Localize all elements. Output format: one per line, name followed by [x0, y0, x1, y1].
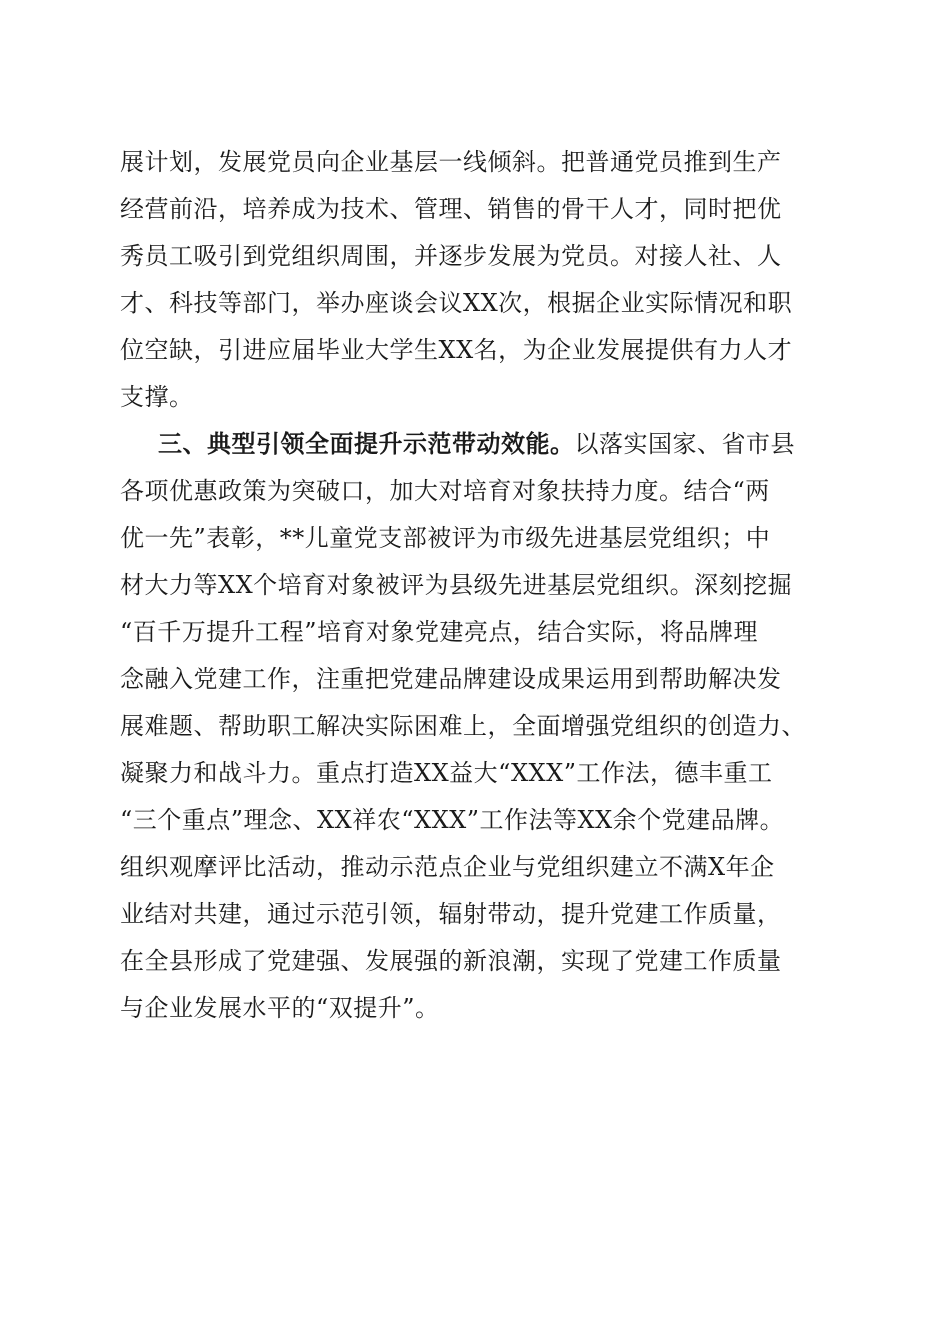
- paragraph-line: 位空缺，引进应届毕业大学生XX名，为企业发展提供有力人才: [120, 336, 793, 364]
- paragraph-line: 优一先”表彰，**儿童党支部被评为市级先进基层党组织；中: [120, 524, 771, 552]
- paragraph-line: 材大力等XX个培育对象被评为县级先进基层党组织。深刻挖掘: [120, 571, 793, 599]
- paragraph-line: 组织观摩评比活动，推动示范点企业与党组织建立不满X年企: [120, 853, 775, 881]
- paragraph-line: 与企业发展水平的“双提升”。: [120, 994, 440, 1022]
- paragraph-line: 念融入党建工作，注重把党建品牌建设成果运用到帮助解决发: [120, 665, 782, 693]
- paragraph-line: 在全县形成了党建强、发展强的新浪潮，实现了党建工作质量: [120, 947, 782, 975]
- paragraph-line: 支撑。: [120, 383, 194, 411]
- paragraph-line: 展难题、帮助职工解决实际困难上，全面增强党组织的创造力、: [120, 712, 806, 740]
- paragraph-line: “百千万提升工程”培育对象党建亮点，结合实际，将品牌理: [120, 618, 759, 646]
- paragraph-line: 展计划，发展党员向企业基层一线倾斜。把普通党员推到生产: [120, 148, 782, 176]
- paragraph-line: 秀员工吸引到党组织周围，并逐步发展为党员。对接人社、人: [120, 242, 782, 270]
- paragraph-line: 凝聚力和战斗力。重点打造XX益大“XXX”工作法，德丰重工: [120, 759, 773, 787]
- section-3-first-line-text: 以落实国家、省市县: [574, 430, 795, 458]
- section-3-heading: 三、典型引领全面提升示范带动效能。: [158, 429, 575, 458]
- paragraph-line: 才、科技等部门，举办座谈会议XX次，根据企业实际情况和职: [120, 289, 793, 317]
- paragraph-line: 经营前沿，培养成为技术、管理、销售的骨干人才，同时把优: [120, 195, 782, 223]
- paragraph-line: 各项优惠政策为突破口，加大对培育对象扶持力度。结合“两: [120, 477, 770, 505]
- paragraph-line: “三个重点”理念、XX祥农“XXX”工作法等XX余个党建品牌。: [120, 806, 785, 834]
- paragraph-line: 业结对共建，通过示范引领，辐射带动，提升党建工作质量，: [120, 900, 782, 928]
- section-3-first-line: [158, 424, 795, 464]
